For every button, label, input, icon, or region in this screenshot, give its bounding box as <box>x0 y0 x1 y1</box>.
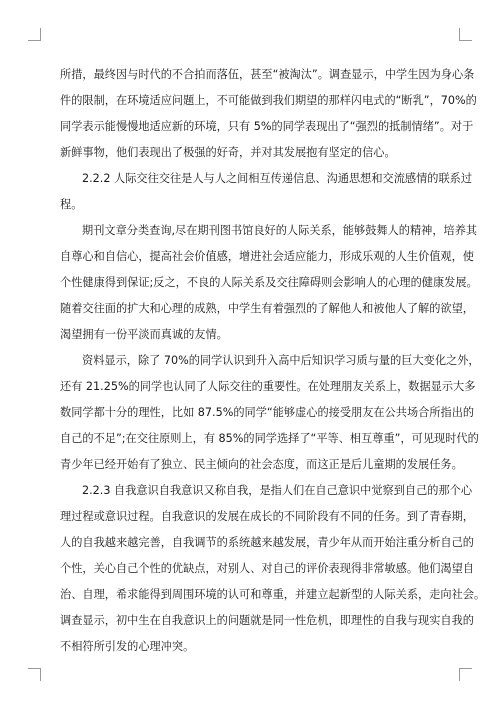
text-line: 期刊文章分类查询,尽在期刊图书馆良好的人际关系，能够鼓舞人的精神，培养其 <box>82 224 478 237</box>
paragraph <box>60 218 478 348</box>
text-line: 人的自我越来越完善，自我调节的系统越来越发展，青少年从而开始注重分析自己的 <box>60 536 474 549</box>
text-line: 渴望拥有一份平淡而真诚的友情。 <box>60 328 228 341</box>
text-line: 新鲜事物，他们表现出了极强的好奇，并对其发展抱有坚定的信心。 <box>60 146 396 159</box>
crop-mark-top-left <box>28 28 41 41</box>
section-heading-line: 2.2.2 人际交往交往是人与人之间相互传递信息、沟通思想和交流感情的联系过 <box>82 172 473 185</box>
text-line: 数同学都十分的理性，比如 87.5%的同学“能够虚心的接受朋友在公共场合所指出的 <box>60 406 475 419</box>
paragraph <box>60 166 473 218</box>
paragraph <box>60 478 486 660</box>
text-line: 治、自理，希求能得到周围环境的认可和尊重，并建立起新型的人际关系，走向社会。 <box>60 588 486 601</box>
text-line: 程。 <box>60 198 83 211</box>
text-line: 同学表示能慢慢地适应新的环境，只有 5%的同学表现出了“强烈的抵制情绪”。对于 <box>60 120 474 133</box>
body-text <box>60 62 486 660</box>
text-line: 理过程或意识过程。自我意识的发展在成长的不同阶段有不同的任务。到了青春期， <box>60 510 474 523</box>
crop-mark-bottom-left <box>28 668 41 681</box>
text-line: 所措，最终因与时代的不合拍而落伍，甚至“被淘汰”。调查显示，中学生因为身心条 <box>60 68 475 81</box>
paragraph <box>60 62 477 166</box>
text-line: 随着交往面的扩大和心理的成熟，中学生有着强烈的了解他人和被他人了解的欲望， <box>60 302 474 315</box>
text-line: 自尊心和自信心，提高社会价值感，增进社会适应能力，形成乐观的人生价值观，使 <box>60 250 474 263</box>
text-line: 还有 21.25%的同学也认同了人际交往的重要性。在处理朋友关系上，数据显示大多 <box>60 380 476 393</box>
crop-mark-top-right <box>459 28 472 41</box>
paragraph <box>60 348 480 478</box>
crop-mark-bottom-right <box>459 668 472 681</box>
text-line: 调查显示，初中生在自我意识上的问题就是同一性危机，即理性的自我与现实自我的 <box>60 614 474 627</box>
text-line: 资料显示，除了 70%的同学认识到升入高中后知识学习质与量的巨大变化之外， <box>82 354 480 367</box>
section-heading-line: 2.2.3 自我意识自我意识又称自我，是指人们在自己意识中觉察到自己的那个心 <box>82 484 473 497</box>
text-line: 个性健康得到保证;反之，不良的人际关系及交往障碍则会影响人的心理的健康发展。 <box>60 276 478 289</box>
text-line: 个性，关心自己个性的优缺点，对别人、对自己的评价表现得非常敏感。他们渴望自 <box>60 562 474 575</box>
text-line: 不相符所引发的心理冲突。 <box>60 640 195 653</box>
text-line: 件的限制，在环境适应问题上，不可能做到我们期望的那样闪电式的“断乳”，70%的 <box>60 94 477 107</box>
text-line: 自己的不足”;在交往原则上，有 85%的同学选择了“平等、相互尊重”，可见现时代的 <box>60 432 479 445</box>
text-line: 青少年已经开始有了独立、民主倾向的社会态度，而这正是后儿童期的发展任务。 <box>60 458 463 471</box>
